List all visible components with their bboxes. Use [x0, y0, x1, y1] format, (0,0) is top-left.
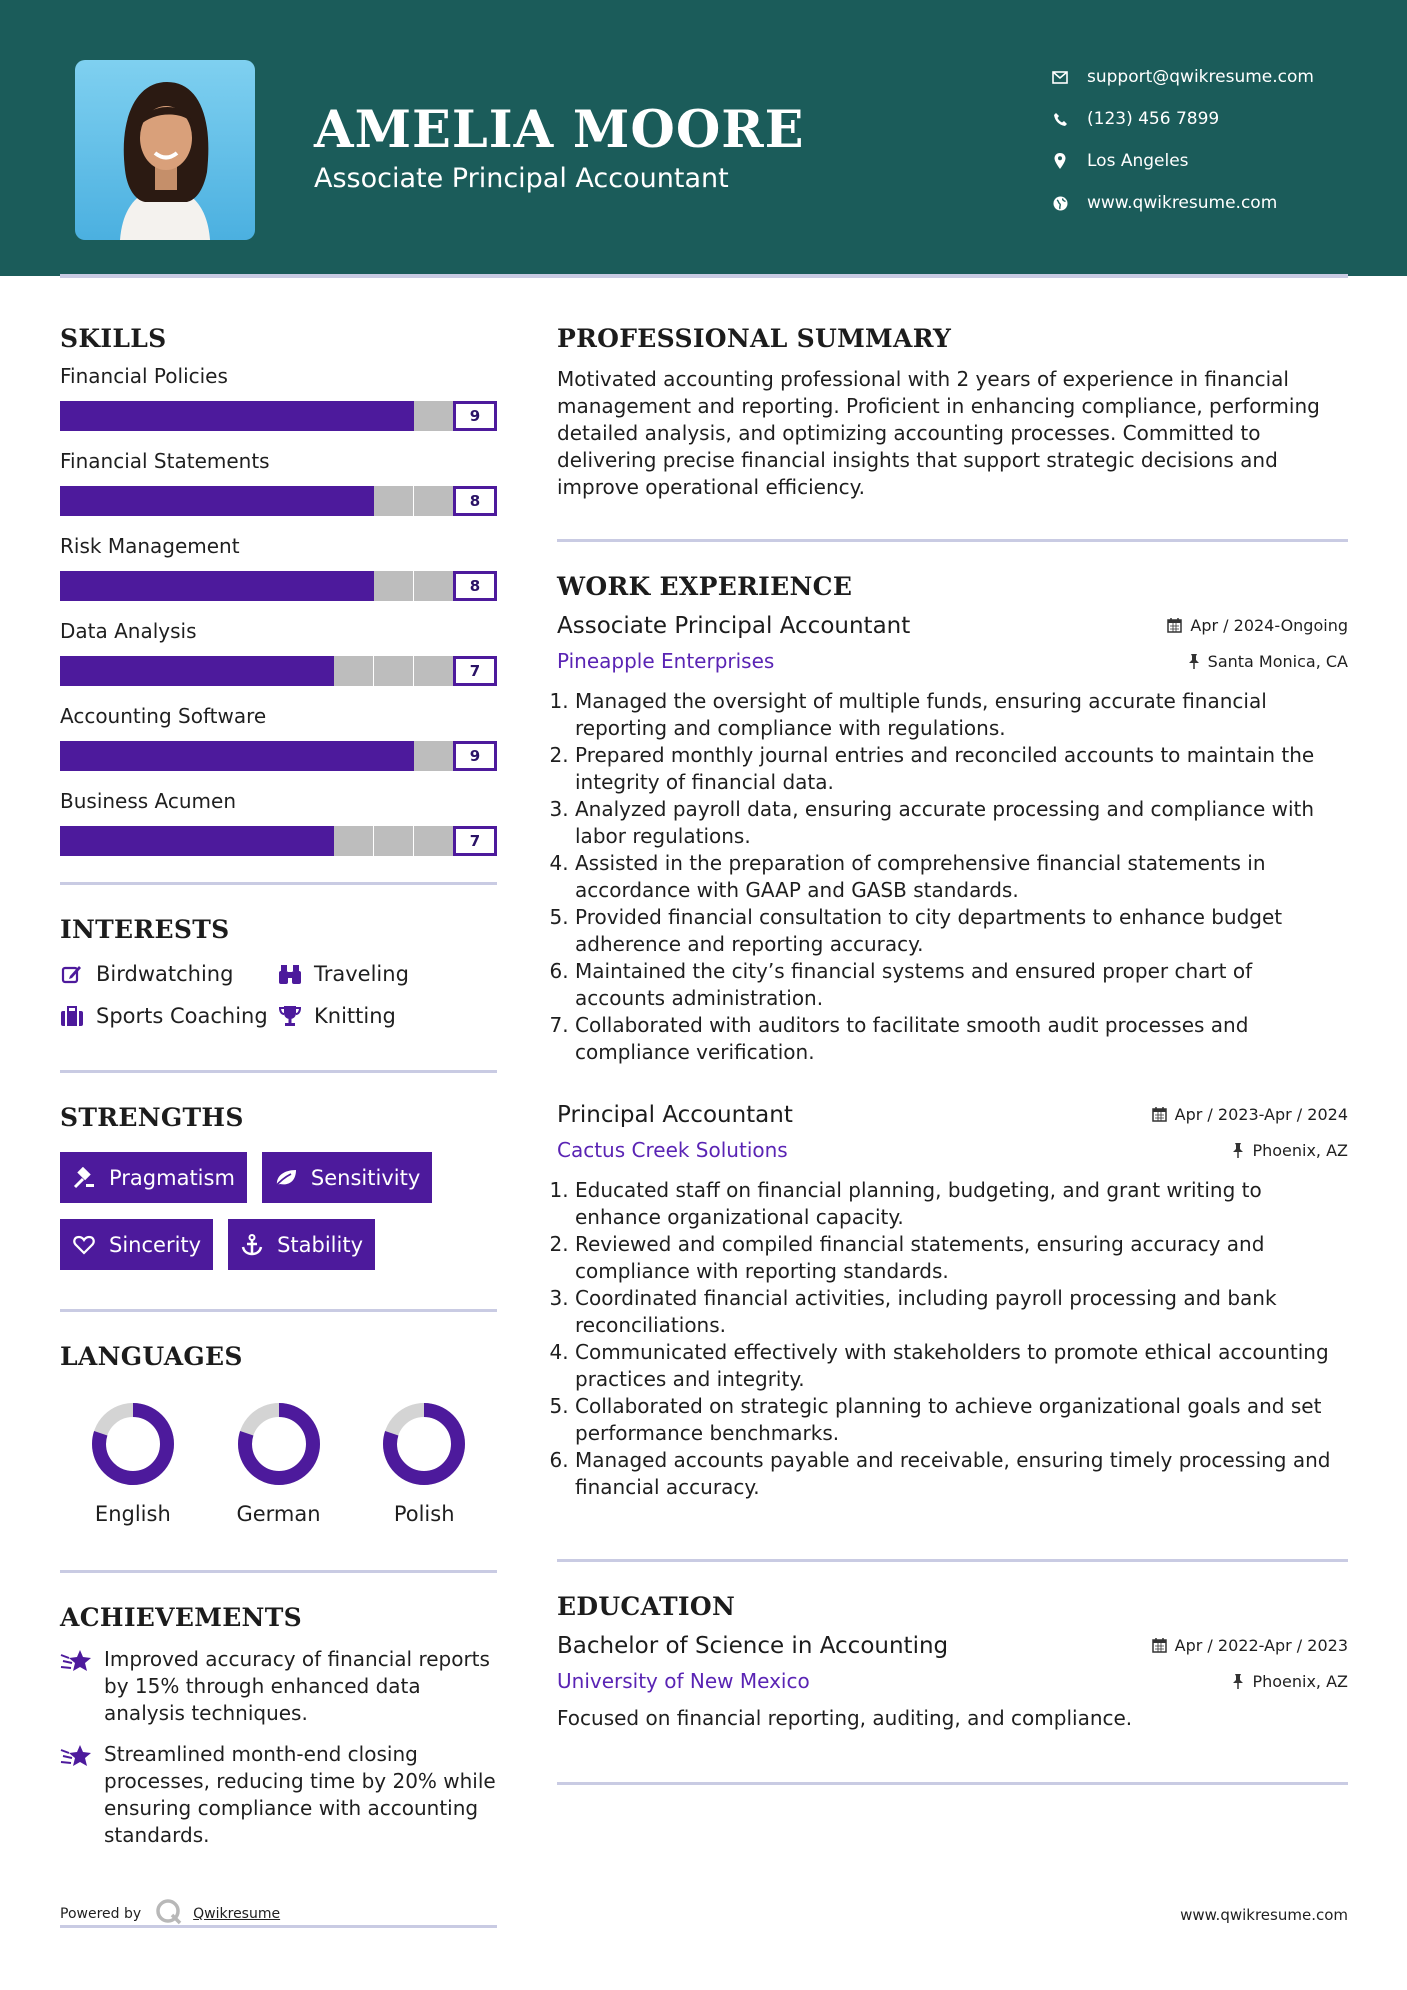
experience-heading: WORK EXPERIENCE	[557, 572, 853, 601]
contact-location-text: Los Angeles	[1087, 151, 1189, 171]
skill-label: Financial Statements	[60, 449, 270, 473]
right-column	[557, 276, 1348, 1785]
skill-score: 7	[453, 826, 497, 856]
skill-bar-fill	[60, 741, 414, 771]
skill-bar-empty-segment	[414, 826, 453, 856]
section-divider	[60, 882, 497, 885]
job-location-text: Phoenix, AZ	[1252, 1140, 1348, 1160]
job-bullets	[557, 688, 1348, 1066]
job-bullet: 2. Prepared monthly journal entries and reconciled accounts to maintain the integrity of financial data.	[575, 742, 1348, 796]
skill-bar-track	[60, 826, 453, 856]
section-divider	[60, 1570, 497, 1573]
strength-label: Sincerity	[109, 1232, 202, 1257]
skill-label: Risk Management	[60, 534, 240, 558]
summary-text: Motivated accounting professional with 2 years of experience in financial management and reporting. Proficient in enhancing compliance, performing detailed analysis, and optimizing accounting processes. Committed to delivering precise financial insights that support strategic decisions and improve operational efficiency.	[557, 367, 1320, 499]
job-bullet: 2. Reviewed and compiled financial statements, ensuring accuracy and compliance with reporting standards.	[575, 1231, 1348, 1285]
shooting-star-icon	[60, 1646, 94, 1676]
strength-tag	[262, 1152, 432, 1203]
skill-bar	[60, 571, 497, 601]
leaf-icon	[274, 1166, 298, 1190]
language-item	[206, 1401, 352, 1526]
skill-score: 9	[453, 741, 497, 771]
contact-email-text: support@qwikresume.com	[1087, 67, 1314, 87]
skill-item	[60, 703, 497, 771]
interest-label: Knitting	[314, 1004, 396, 1028]
job-bullet: 4. Communicated effectively with stakeholders to promote ethical accounting practices and integrity.	[575, 1339, 1348, 1393]
achievements-list	[60, 1646, 497, 1849]
language-ring	[381, 1401, 467, 1487]
language-ring	[236, 1401, 322, 1487]
brand-link[interactable]: Qwikresume	[193, 1906, 281, 1922]
skill-score: 7	[453, 656, 497, 686]
skill-bar-track	[60, 741, 453, 771]
map-pin-icon	[1050, 151, 1070, 171]
job-bullet: 1. Educated staff on financial planning, budgeting, and grant writing to enhance organizational capacity.	[575, 1177, 1348, 1231]
interest-label: Sports Coaching	[96, 1004, 268, 1028]
contact-website[interactable]	[1050, 182, 1314, 224]
achievements-heading: ACHIEVEMENTS	[60, 1603, 302, 1632]
skill-score: 8	[453, 486, 497, 516]
briefcase-icon	[60, 1004, 84, 1028]
globe-icon	[1050, 193, 1070, 213]
skill-bar-empty-segment	[334, 656, 373, 686]
section-divider	[557, 539, 1348, 542]
candidate-title: Associate Principal Accountant	[314, 163, 729, 194]
skills-heading: SKILLS	[60, 324, 167, 353]
job-location-text: Santa Monica, CA	[1207, 651, 1348, 671]
education-description: Focused on financial reporting, auditing, and compliance.	[557, 1706, 1133, 1730]
skill-bar-empty-segment	[414, 486, 453, 516]
job-date	[1152, 1105, 1348, 1124]
skill-bar-empty-segment	[374, 486, 413, 516]
skill-bar-empty-segment	[374, 656, 413, 686]
calendar-icon	[1152, 1638, 1167, 1653]
interest-item	[60, 1004, 278, 1028]
job-bullet: 6. Managed accounts payable and receivable, ensuring timely processing and financial accuracy.	[575, 1447, 1348, 1501]
anchor-icon	[240, 1233, 264, 1257]
job-entry	[557, 613, 1348, 1066]
skill-bar-empty-segment	[414, 741, 453, 771]
pushpin-icon	[1232, 1674, 1244, 1689]
strength-label: Sensitivity	[310, 1165, 421, 1190]
company-name: Cactus Creek Solutions	[557, 1138, 788, 1162]
strengths-heading: STRENGTHS	[60, 1103, 244, 1132]
skill-label: Financial Policies	[60, 364, 228, 388]
skill-bar-track	[60, 401, 453, 431]
interest-item	[60, 962, 278, 986]
interest-item	[278, 962, 497, 986]
skill-score: 9	[453, 401, 497, 431]
section-divider	[557, 1559, 1348, 1562]
job-title: Associate Principal Accountant	[557, 613, 911, 639]
strength-tag	[60, 1152, 247, 1203]
shooting-star-icon	[60, 1741, 94, 1771]
pencil-square-icon	[60, 962, 84, 986]
education-heading: EDUCATION	[557, 1592, 736, 1621]
phone-icon	[1050, 109, 1070, 129]
skill-bar-track	[60, 656, 453, 686]
job-bullet: 1. Managed the oversight of multiple funds, ensuring accurate financial reporting and compliance with regulations.	[575, 688, 1348, 742]
achievement-item	[60, 1741, 497, 1849]
skill-bar-fill	[60, 401, 414, 431]
education-location-text: Phoenix, AZ	[1252, 1671, 1348, 1691]
strength-label: Pragmatism	[109, 1165, 235, 1190]
job-date	[1167, 616, 1348, 635]
education-date	[1152, 1636, 1348, 1655]
calendar-icon	[1167, 618, 1182, 633]
heart-icon	[72, 1233, 96, 1257]
footer-divider	[60, 1925, 497, 1928]
school-name: University of New Mexico	[557, 1669, 810, 1693]
skill-bar-empty-segment	[374, 826, 413, 856]
interest-label: Traveling	[314, 962, 409, 986]
skills-list	[60, 363, 497, 856]
achievement-text: Improved accuracy of financial reports by 15% through enhanced data analysis techniques.	[104, 1647, 490, 1725]
footer-website[interactable]: www.qwikresume.com	[1180, 1906, 1348, 1924]
job-bullet: 4. Assisted in the preparation of comprehensive financial statements in accordance with GAAP and GASB standards.	[575, 850, 1348, 904]
language-label: Polish	[393, 1502, 455, 1526]
skill-item	[60, 448, 497, 516]
contact-website-text: www.qwikresume.com	[1087, 193, 1278, 213]
interests-heading: INTERESTS	[60, 915, 230, 944]
skill-bar-empty-segment	[334, 826, 373, 856]
skill-item	[60, 788, 497, 856]
skill-bar-fill	[60, 571, 374, 601]
interest-item	[278, 1004, 497, 1028]
job-bullet: 3. Analyzed payroll data, ensuring accurate processing and compliance with labor regulations.	[575, 796, 1348, 850]
gavel-icon	[72, 1166, 96, 1190]
powered-by-label: Powered by	[60, 1906, 142, 1922]
strength-label: Stability	[277, 1232, 364, 1257]
skill-bar-empty-segment	[414, 571, 453, 601]
resume-header	[0, 0, 1407, 276]
skill-bar	[60, 656, 497, 686]
language-item	[351, 1401, 497, 1526]
pushpin-icon	[1232, 1143, 1244, 1158]
skill-bar-empty-segment	[414, 656, 453, 686]
skill-score: 8	[453, 571, 497, 601]
job-location	[1188, 652, 1348, 671]
job-location	[1232, 1141, 1348, 1160]
section-divider	[60, 1070, 497, 1073]
skill-bar-track	[60, 486, 453, 516]
skill-label: Business Acumen	[60, 789, 237, 813]
strength-tag	[60, 1219, 213, 1270]
language-label: German	[236, 1502, 321, 1526]
interest-label: Birdwatching	[96, 962, 234, 986]
trophy-icon	[278, 1004, 302, 1028]
languages-heading: LANGUAGES	[60, 1342, 243, 1371]
job-bullets	[557, 1177, 1348, 1501]
skill-label: Accounting Software	[60, 704, 267, 728]
skill-item	[60, 618, 497, 686]
contact-email[interactable]	[1050, 56, 1314, 98]
job-bullet: 7. Collaborated with auditors to facilitate smooth audit processes and compliance verification.	[575, 1012, 1348, 1066]
achievement-item	[60, 1646, 497, 1727]
skill-bar-fill	[60, 656, 334, 686]
pushpin-icon	[1188, 654, 1200, 669]
job-title: Principal Accountant	[557, 1102, 793, 1128]
calendar-icon	[1152, 1107, 1167, 1122]
education-entry	[557, 1633, 1348, 1732]
section-divider	[557, 1782, 1348, 1785]
skill-bar	[60, 401, 497, 431]
envelope-icon	[1050, 67, 1070, 87]
contact-phone[interactable]	[1050, 98, 1314, 140]
profile-photo	[75, 60, 255, 240]
skill-bar-fill	[60, 486, 374, 516]
skill-bar-track	[60, 571, 453, 601]
job-date-text: Apr / 2024-Ongoing	[1190, 616, 1348, 635]
job-entry	[557, 1102, 1348, 1501]
languages-list	[60, 1401, 497, 1526]
language-ring	[90, 1401, 176, 1487]
job-bullet: 3. Coordinated financial activities, including payroll processing and bank reconciliations.	[575, 1285, 1348, 1339]
contact-list	[1050, 56, 1314, 224]
degree-title: Bachelor of Science in Accounting	[557, 1633, 949, 1659]
skill-bar	[60, 486, 497, 516]
contact-location	[1050, 140, 1314, 182]
skill-bar-fill	[60, 826, 334, 856]
binoculars-icon	[278, 962, 302, 986]
skill-bar-empty-segment	[374, 571, 413, 601]
job-bullet: 5. Collaborated on strategic planning to achieve organizational goals and set performance benchmarks.	[575, 1393, 1348, 1447]
section-divider	[60, 1309, 497, 1312]
strength-tag	[228, 1219, 375, 1270]
left-column	[60, 276, 497, 1849]
skill-item	[60, 533, 497, 601]
job-bullet: 6. Maintained the city’s financial systems and ensured proper chart of accounts administration.	[575, 958, 1348, 1012]
candidate-name: AMELIA MOORE	[314, 100, 805, 160]
skill-bar-empty-segment	[414, 401, 453, 431]
job-bullet: 5. Provided financial consultation to city departments to enhance budget adherence and reporting accuracy.	[575, 904, 1348, 958]
strengths-list	[60, 1152, 497, 1270]
language-label: English	[94, 1502, 171, 1526]
language-item	[60, 1401, 206, 1526]
summary-heading: PROFESSIONAL SUMMARY	[557, 324, 952, 353]
skill-label: Data Analysis	[60, 619, 197, 643]
skill-bar	[60, 741, 497, 771]
education-location	[1232, 1672, 1348, 1691]
job-date-text: Apr / 2023-Apr / 2024	[1174, 1105, 1348, 1124]
contact-phone-text: (123) 456 7899	[1087, 109, 1220, 129]
interests-list	[60, 962, 497, 1028]
achievement-text: Streamlined month-end closing processes, reducing time by 20% while ensuring compliance with accounting standards.	[104, 1742, 496, 1847]
skill-bar	[60, 826, 497, 856]
skill-item	[60, 363, 497, 431]
company-name: Pineapple Enterprises	[557, 649, 775, 673]
education-date-text: Apr / 2022-Apr / 2023	[1174, 1636, 1348, 1655]
